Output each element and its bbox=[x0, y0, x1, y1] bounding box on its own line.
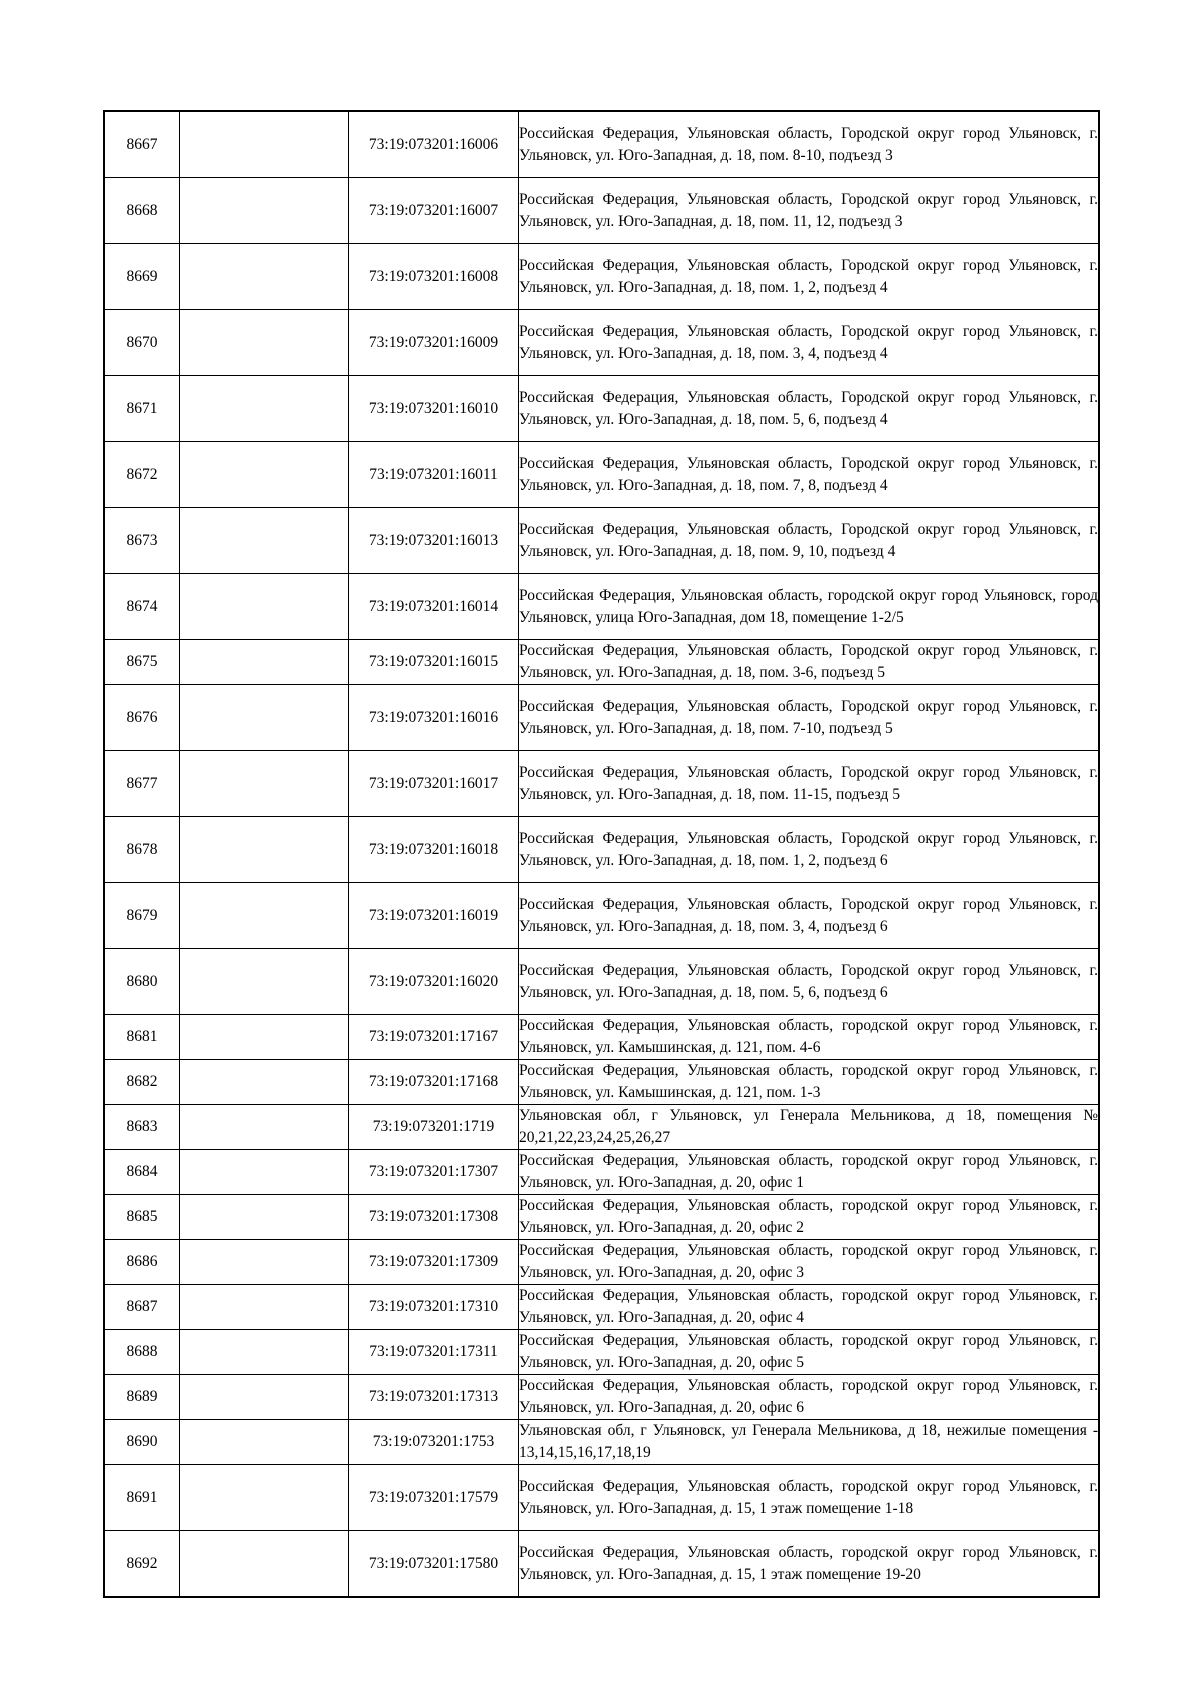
table-row bbox=[104, 817, 1099, 883]
address-cell: Российская Федерация, Ульяновская область, Городской округ город Ульяновск, г. Ульяновск, ул. Юго-Западная, д. 18, пом. 7, 8, подъезд 4 bbox=[519, 442, 1100, 508]
empty-cell bbox=[180, 1420, 349, 1465]
row-number-cell: 8672 bbox=[104, 442, 180, 508]
table-row bbox=[104, 685, 1099, 751]
address-cell: Российская Федерация, Ульяновская область, Городской округ город Ульяновск, г. Ульяновск, ул. Юго-Западная, д. 18, пом. 9, 10, подъезд 4 bbox=[519, 508, 1100, 574]
cadastral-number-cell: 73:19:073201:16020 bbox=[349, 949, 519, 1015]
table-row bbox=[104, 1531, 1099, 1598]
registry-table-body bbox=[104, 111, 1099, 1597]
cadastral-number-cell: 73:19:073201:17311 bbox=[349, 1330, 519, 1375]
empty-cell bbox=[180, 1531, 349, 1598]
address-cell: Российская Федерация, Ульяновская область, городской округ город Ульяновск, г. Ульяновск, ул. Юго-Западная, д. 20, офис 5 bbox=[519, 1330, 1100, 1375]
row-number-cell: 8689 bbox=[104, 1375, 180, 1420]
empty-cell bbox=[180, 376, 349, 442]
cadastral-number-cell: 73:19:073201:17167 bbox=[349, 1015, 519, 1060]
row-number-cell: 8684 bbox=[104, 1150, 180, 1195]
row-number-cell: 8681 bbox=[104, 1015, 180, 1060]
cadastral-number-cell: 73:19:073201:17309 bbox=[349, 1240, 519, 1285]
cadastral-number-cell: 73:19:073201:17308 bbox=[349, 1195, 519, 1240]
row-number-cell: 8668 bbox=[104, 178, 180, 244]
cadastral-number-cell: 73:19:073201:16011 bbox=[349, 442, 519, 508]
table-row bbox=[104, 1195, 1099, 1240]
empty-cell bbox=[180, 751, 349, 817]
table-row bbox=[104, 1285, 1099, 1330]
table-row bbox=[104, 442, 1099, 508]
address-cell: Российская Федерация, Ульяновская область, Городской округ город Ульяновск, г. Ульяновск, ул. Юго-Западная, д. 18, пом. 11, 12, подъезд 3 bbox=[519, 178, 1100, 244]
row-number-cell: 8680 bbox=[104, 949, 180, 1015]
empty-cell bbox=[180, 685, 349, 751]
row-number-cell: 8688 bbox=[104, 1330, 180, 1375]
cadastral-number-cell: 73:19:073201:16010 bbox=[349, 376, 519, 442]
empty-cell bbox=[180, 442, 349, 508]
empty-cell bbox=[180, 1150, 349, 1195]
table-row bbox=[104, 1465, 1099, 1531]
row-number-cell: 8671 bbox=[104, 376, 180, 442]
row-number-cell: 8676 bbox=[104, 685, 180, 751]
cadastral-number-cell: 73:19:073201:16008 bbox=[349, 244, 519, 310]
address-cell: Российская Федерация, Ульяновская область, Городской округ город Ульяновск, г. Ульяновск, ул. Юго-Западная, д. 18, пом. 7-10, подъезд 5 bbox=[519, 685, 1100, 751]
address-cell: Российская Федерация, Ульяновская область, городской округ город Ульяновск, г. Ульяновск, ул. Камышинская, д. 121, пом. 4-6 bbox=[519, 1015, 1100, 1060]
address-cell: Ульяновская обл, г Ульяновск, ул Генерала Мельникова, д 18, помещения № 20,21,22,23,24,25,26,27 bbox=[519, 1105, 1100, 1150]
empty-cell bbox=[180, 1465, 349, 1531]
cadastral-number-cell: 73:19:073201:16016 bbox=[349, 685, 519, 751]
address-cell: Российская Федерация, Ульяновская область, Городской округ город Ульяновск, г. Ульяновск, ул. Юго-Западная, д. 18, пом. 3, 4, подъезд 4 bbox=[519, 310, 1100, 376]
empty-cell bbox=[180, 1105, 349, 1150]
empty-cell bbox=[180, 244, 349, 310]
table-row bbox=[104, 949, 1099, 1015]
row-number-cell: 8675 bbox=[104, 640, 180, 685]
cadastral-number-cell: 73:19:073201:16014 bbox=[349, 574, 519, 640]
row-number-cell: 8682 bbox=[104, 1060, 180, 1105]
cadastral-number-cell: 73:19:073201:17579 bbox=[349, 1465, 519, 1531]
cadastral-number-cell: 73:19:073201:16006 bbox=[349, 111, 519, 178]
table-row bbox=[104, 883, 1099, 949]
empty-cell bbox=[180, 178, 349, 244]
table-row bbox=[104, 178, 1099, 244]
empty-cell bbox=[180, 1240, 349, 1285]
cadastral-number-cell: 73:19:073201:16017 bbox=[349, 751, 519, 817]
cadastral-number-cell: 73:19:073201:16007 bbox=[349, 178, 519, 244]
address-cell: Российская Федерация, Ульяновская область, городской округ город Ульяновск, г. Ульяновск, ул. Юго-Западная, д. 20, офис 4 bbox=[519, 1285, 1100, 1330]
address-cell: Российская Федерация, Ульяновская область, Городской округ город Ульяновск, г. Ульяновск, ул. Юго-Западная, д. 18, пом. 1, 2, подъезд 6 bbox=[519, 817, 1100, 883]
cadastral-number-cell: 73:19:073201:1753 bbox=[349, 1420, 519, 1465]
address-cell: Российская Федерация, Ульяновская область, городской округ город Ульяновск, г. Ульяновск, ул. Юго-Западная, д. 20, офис 3 bbox=[519, 1240, 1100, 1285]
address-cell: Российская Федерация, Ульяновская область, городской округ город Ульяновск, г. Ульяновск, ул. Юго-Западная, д. 20, офис 2 bbox=[519, 1195, 1100, 1240]
address-cell: Российская Федерация, Ульяновская область, Городской округ город Ульяновск, г. Ульяновск, ул. Юго-Западная, д. 18, пом. 8-10, подъезд 3 bbox=[519, 111, 1100, 178]
row-number-cell: 8678 bbox=[104, 817, 180, 883]
empty-cell bbox=[180, 883, 349, 949]
table-row bbox=[104, 1420, 1099, 1465]
empty-cell bbox=[180, 1285, 349, 1330]
row-number-cell: 8685 bbox=[104, 1195, 180, 1240]
cadastral-number-cell: 73:19:073201:16018 bbox=[349, 817, 519, 883]
empty-cell bbox=[180, 1195, 349, 1240]
empty-cell bbox=[180, 111, 349, 178]
cadastral-number-cell: 73:19:073201:17168 bbox=[349, 1060, 519, 1105]
address-cell: Российская Федерация, Ульяновская область, Городской округ город Ульяновск, г. Ульяновск, ул. Юго-Западная, д. 18, пом. 5, 6, подъезд 4 bbox=[519, 376, 1100, 442]
table-row bbox=[104, 1240, 1099, 1285]
property-registry-table bbox=[103, 110, 1100, 1598]
table-row bbox=[104, 376, 1099, 442]
address-cell: Российская Федерация, Ульяновская область, городской округ город Ульяновск, г. Ульяновск, ул. Юго-Западная, д. 15, 1 этаж помещение 1-18 bbox=[519, 1465, 1100, 1531]
address-cell: Российская Федерация, Ульяновская область, городской округ город Ульяновск, г. Ульяновск, ул. Камышинская, д. 121, пом. 1-3 bbox=[519, 1060, 1100, 1105]
empty-cell bbox=[180, 1330, 349, 1375]
address-cell: Российская Федерация, Ульяновская область, городской округ город Ульяновск, г. Ульяновск, ул. Юго-Западная, д. 20, офис 1 bbox=[519, 1150, 1100, 1195]
cadastral-number-cell: 73:19:073201:1719 bbox=[349, 1105, 519, 1150]
empty-cell bbox=[180, 574, 349, 640]
address-cell: Российская Федерация, Ульяновская область, городской округ город Ульяновск, город Ульяновск, улица Юго-Западная, дом 18, помещение 1-2/5 bbox=[519, 574, 1100, 640]
cadastral-number-cell: 73:19:073201:16013 bbox=[349, 508, 519, 574]
table-row bbox=[104, 574, 1099, 640]
row-number-cell: 8673 bbox=[104, 508, 180, 574]
address-cell: Российская Федерация, Ульяновская область, Городской округ город Ульяновск, г. Ульяновск, ул. Юго-Западная, д. 18, пом. 11-15, подъезд 5 bbox=[519, 751, 1100, 817]
empty-cell bbox=[180, 1375, 349, 1420]
cadastral-number-cell: 73:19:073201:17307 bbox=[349, 1150, 519, 1195]
cadastral-number-cell: 73:19:073201:17580 bbox=[349, 1531, 519, 1598]
row-number-cell: 8674 bbox=[104, 574, 180, 640]
empty-cell bbox=[180, 949, 349, 1015]
row-number-cell: 8692 bbox=[104, 1531, 180, 1598]
cadastral-number-cell: 73:19:073201:16019 bbox=[349, 883, 519, 949]
empty-cell bbox=[180, 310, 349, 376]
address-cell: Ульяновская обл, г Ульяновск, ул Генерала Мельникова, д 18, нежилые помещения - 13,14,15,16,17,18,19 bbox=[519, 1420, 1100, 1465]
row-number-cell: 8691 bbox=[104, 1465, 180, 1531]
table-row bbox=[104, 751, 1099, 817]
address-cell: Российская Федерация, Ульяновская область, Городской округ город Ульяновск, г. Ульяновск, ул. Юго-Западная, д. 18, пом. 3-6, подъезд 5 bbox=[519, 640, 1100, 685]
empty-cell bbox=[180, 508, 349, 574]
cadastral-number-cell: 73:19:073201:17313 bbox=[349, 1375, 519, 1420]
table-row bbox=[104, 640, 1099, 685]
row-number-cell: 8669 bbox=[104, 244, 180, 310]
table-row bbox=[104, 1150, 1099, 1195]
table-row bbox=[104, 1105, 1099, 1150]
row-number-cell: 8670 bbox=[104, 310, 180, 376]
row-number-cell: 8679 bbox=[104, 883, 180, 949]
table-row bbox=[104, 508, 1099, 574]
empty-cell bbox=[180, 640, 349, 685]
empty-cell bbox=[180, 1060, 349, 1105]
table-row bbox=[104, 1330, 1099, 1375]
row-number-cell: 8667 bbox=[104, 111, 180, 178]
address-cell: Российская Федерация, Ульяновская область, Городской округ город Ульяновск, г. Ульяновск, ул. Юго-Западная, д. 18, пом. 3, 4, подъезд 6 bbox=[519, 883, 1100, 949]
table-row bbox=[104, 310, 1099, 376]
address-cell: Российская Федерация, Ульяновская область, Городской округ город Ульяновск, г. Ульяновск, ул. Юго-Западная, д. 18, пом. 1, 2, подъезд 4 bbox=[519, 244, 1100, 310]
address-cell: Российская Федерация, Ульяновская область, Городской округ город Ульяновск, г. Ульяновск, ул. Юго-Западная, д. 18, пом. 5, 6, подъезд 6 bbox=[519, 949, 1100, 1015]
row-number-cell: 8690 bbox=[104, 1420, 180, 1465]
row-number-cell: 8677 bbox=[104, 751, 180, 817]
table-row bbox=[104, 1060, 1099, 1105]
empty-cell bbox=[180, 817, 349, 883]
address-cell: Российская Федерация, Ульяновская область, городской округ город Ульяновск, г. Ульяновск, ул. Юго-Западная, д. 20, офис 6 bbox=[519, 1375, 1100, 1420]
empty-cell bbox=[180, 1015, 349, 1060]
table-row bbox=[104, 1015, 1099, 1060]
table-row bbox=[104, 1375, 1099, 1420]
row-number-cell: 8687 bbox=[104, 1285, 180, 1330]
table-row bbox=[104, 244, 1099, 310]
row-number-cell: 8683 bbox=[104, 1105, 180, 1150]
cadastral-number-cell: 73:19:073201:16015 bbox=[349, 640, 519, 685]
row-number-cell: 8686 bbox=[104, 1240, 180, 1285]
cadastral-number-cell: 73:19:073201:17310 bbox=[349, 1285, 519, 1330]
address-cell: Российская Федерация, Ульяновская область, городской округ город Ульяновск, г. Ульяновск, ул. Юго-Западная, д. 15, 1 этаж помещение 19-20 bbox=[519, 1531, 1100, 1598]
cadastral-number-cell: 73:19:073201:16009 bbox=[349, 310, 519, 376]
table-row bbox=[104, 111, 1099, 178]
